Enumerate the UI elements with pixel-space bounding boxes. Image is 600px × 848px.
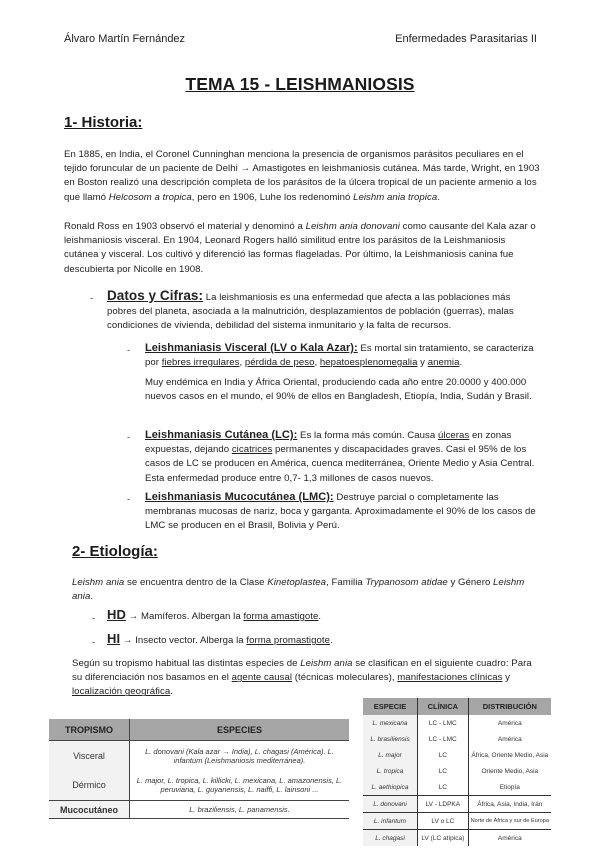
table-row: L. brasiliensis LC - LMC América: [363, 731, 551, 747]
paragraph-historia-1: En 1885, en India, el Coronel Cunninghan menciona la presencia de organismos parásitos peculiares en el tejido foruncular de un paciente de Delhi → Amastigotes en leishmaniosis cutánea. Más tarde, Wright, en 1903 en Boston realizó una descripción completa de los parásitos de la úlcera tropical de un paciente armenio a los que llamó Helcosom a tropica, pero en 1906, Luhe los redenominó Leishm ania tropica.: [64, 149, 540, 203]
table-row: L. major LC África, Oriente Medio, Asia: [363, 747, 551, 763]
leishmaniasis-visceral: Leishmaniasis Visceral (LV o Kala Azar): Es mortal sin tratamiento, se caracteriza por fiebres irregulares, pérdida de peso, hepatoesplenomegalia y anemia.: [145, 342, 534, 369]
paragraph-etiologia-1: Leishm ania se encuentra dentro de la Clase Kinetoplastea, Familia Trypanosom atidae y Género Leishm ania.: [72, 577, 525, 603]
leishmaniasis-cutanea: Leishmaniasis Cutánea (LC): Es la forma más común. Causa úlceras en zonas expuestas, dejando cicatrices permanentes y discapacidades graves. Casi el 95% de los casos de LC se producen en América, cuenca mediterránea, Oriente Medio y Asia Central. Esta enfermedad produce entre 0,7- 1,3 millones de casos nuevos.: [145, 429, 535, 484]
table-especies: [363, 698, 551, 846]
visceral-lead: Leishmaniasis Visceral (LV o Kala Azar):: [145, 342, 358, 354]
section-heading-etiologia: 2- Etiología:: [72, 543, 158, 560]
table-row: L. aethiopica LC Etiopía: [363, 779, 551, 796]
bullet-marker: -: [127, 432, 131, 443]
table-row: L. donovani LV - LDPKA África, Asia, India, Irán: [363, 796, 551, 813]
hd-definition: HD → Mamíferos. Albergan la forma amastigote.: [107, 607, 322, 622]
table-row: Visceral L. donovani (Kala azar → India), L. chagasi (América). L. infantum (Leishmaniosis mediterránea).: [49, 741, 349, 771]
bullet-marker: -: [90, 293, 94, 304]
header-course: Enfermedades Parasitarias II: [395, 33, 537, 45]
section-heading-historia: 1- Historia:: [64, 114, 143, 131]
column-header-especies: ESPECIES: [130, 719, 350, 741]
cutanea-lead: Leishmaniasis Cutánea (LC):: [145, 429, 298, 441]
bullet-marker: -: [127, 494, 131, 505]
datos-cifras-lead: Datos y Cifras:: [107, 288, 204, 303]
table-row: L. tropica LC Oriente Medio, Asia: [363, 763, 551, 779]
paragraph-historia-2: Ronald Ross en 1903 observó el material y denominó a Leishm ania donovani como causante del Kala azar o leishmaniosis visceral. En 1904, Leonard Rogers halló similitud entre los parásitos de la Leishmaniosis cutánea y visceral. Los cultivó y diferenció las formas flageladas. Por último, la Leishmaniosis canina fue descubierta por Nicolle en 1908.: [64, 221, 536, 275]
mucocutanea-lead: Leishmaniasis Mucocutánea (LMC):: [145, 491, 334, 503]
column-header-clinica: CLÍNICA: [418, 698, 469, 715]
hi-definition: HI → Insecto vector. Alberga la forma promastigote.: [107, 631, 333, 646]
hi-lead: HI: [107, 631, 121, 646]
datos-cifras: Datos y Cifras: La leishmaniosis es una enfermedad que afecta a las poblaciones más pobres del planeta, asociada a la malnutrición, desplazamientos de población (guerras), malas condiciones de vivienda, debilidad del sistema inmunitario y la falta de recursos.: [107, 288, 514, 332]
bullet-marker: -: [92, 613, 96, 624]
bullet-marker: -: [127, 345, 131, 356]
header-author: Álvaro Martín Fernández: [64, 33, 186, 45]
page-title: TEMA 15 - LEISHMANIOSIS: [185, 74, 415, 94]
leishmaniasis-mucocutanea: Leishmaniasis Mucocutánea (LMC): Destruye parcial o completamente las membranas mucosas de nariz, boca y garganta. Aproximadamente el 90% de los casos de LMC se producen en el Brasil, Bolivia y Perú.: [145, 491, 536, 532]
table-row: Mucocutáneo L. braziliensis, L. panamensis.: [49, 801, 349, 819]
column-header-especie: ESPECIE: [363, 698, 418, 715]
table-tropismo: [49, 719, 349, 819]
column-header-tropismo: TROPISMO: [49, 719, 130, 741]
paragraph-etiologia-2: Según su tropismo habitual las distintas especies de Leishm ania se clasifican en el siguiente cuadro: Para su diferenciación nos basamos en el agente causal (técnicas moleculares), manifestaciones clínicas y localización geográfica.: [72, 658, 532, 698]
hd-lead: HD: [107, 607, 126, 622]
table-row: L. chagasi LV (LC atípica) América: [363, 830, 551, 847]
table-row: Dérmico L. major, L. tropica, L. killicki, L. mexicana, L. amazonensis, L. peruviana, L. guyanensis, L. naiffi, L. lainsoni ...: [49, 771, 349, 801]
column-header-distribucion: DISTRIBUCIÓN: [468, 698, 551, 715]
table-row: L. infantum LV o LC Norte de África y sur de Europa: [363, 813, 551, 830]
bullet-marker: -: [92, 637, 96, 648]
table-row: L. mexicana LC - LMC América: [363, 715, 551, 731]
visceral-epidemiology: Muy endémica en India y África Oriental, produciendo cada año entre 20.0000 y 400.000 nuevos casos en el mundo, el 90% de ellos en Bangladesh, Etiopía, India, Sudán y Brasil.: [145, 377, 532, 403]
